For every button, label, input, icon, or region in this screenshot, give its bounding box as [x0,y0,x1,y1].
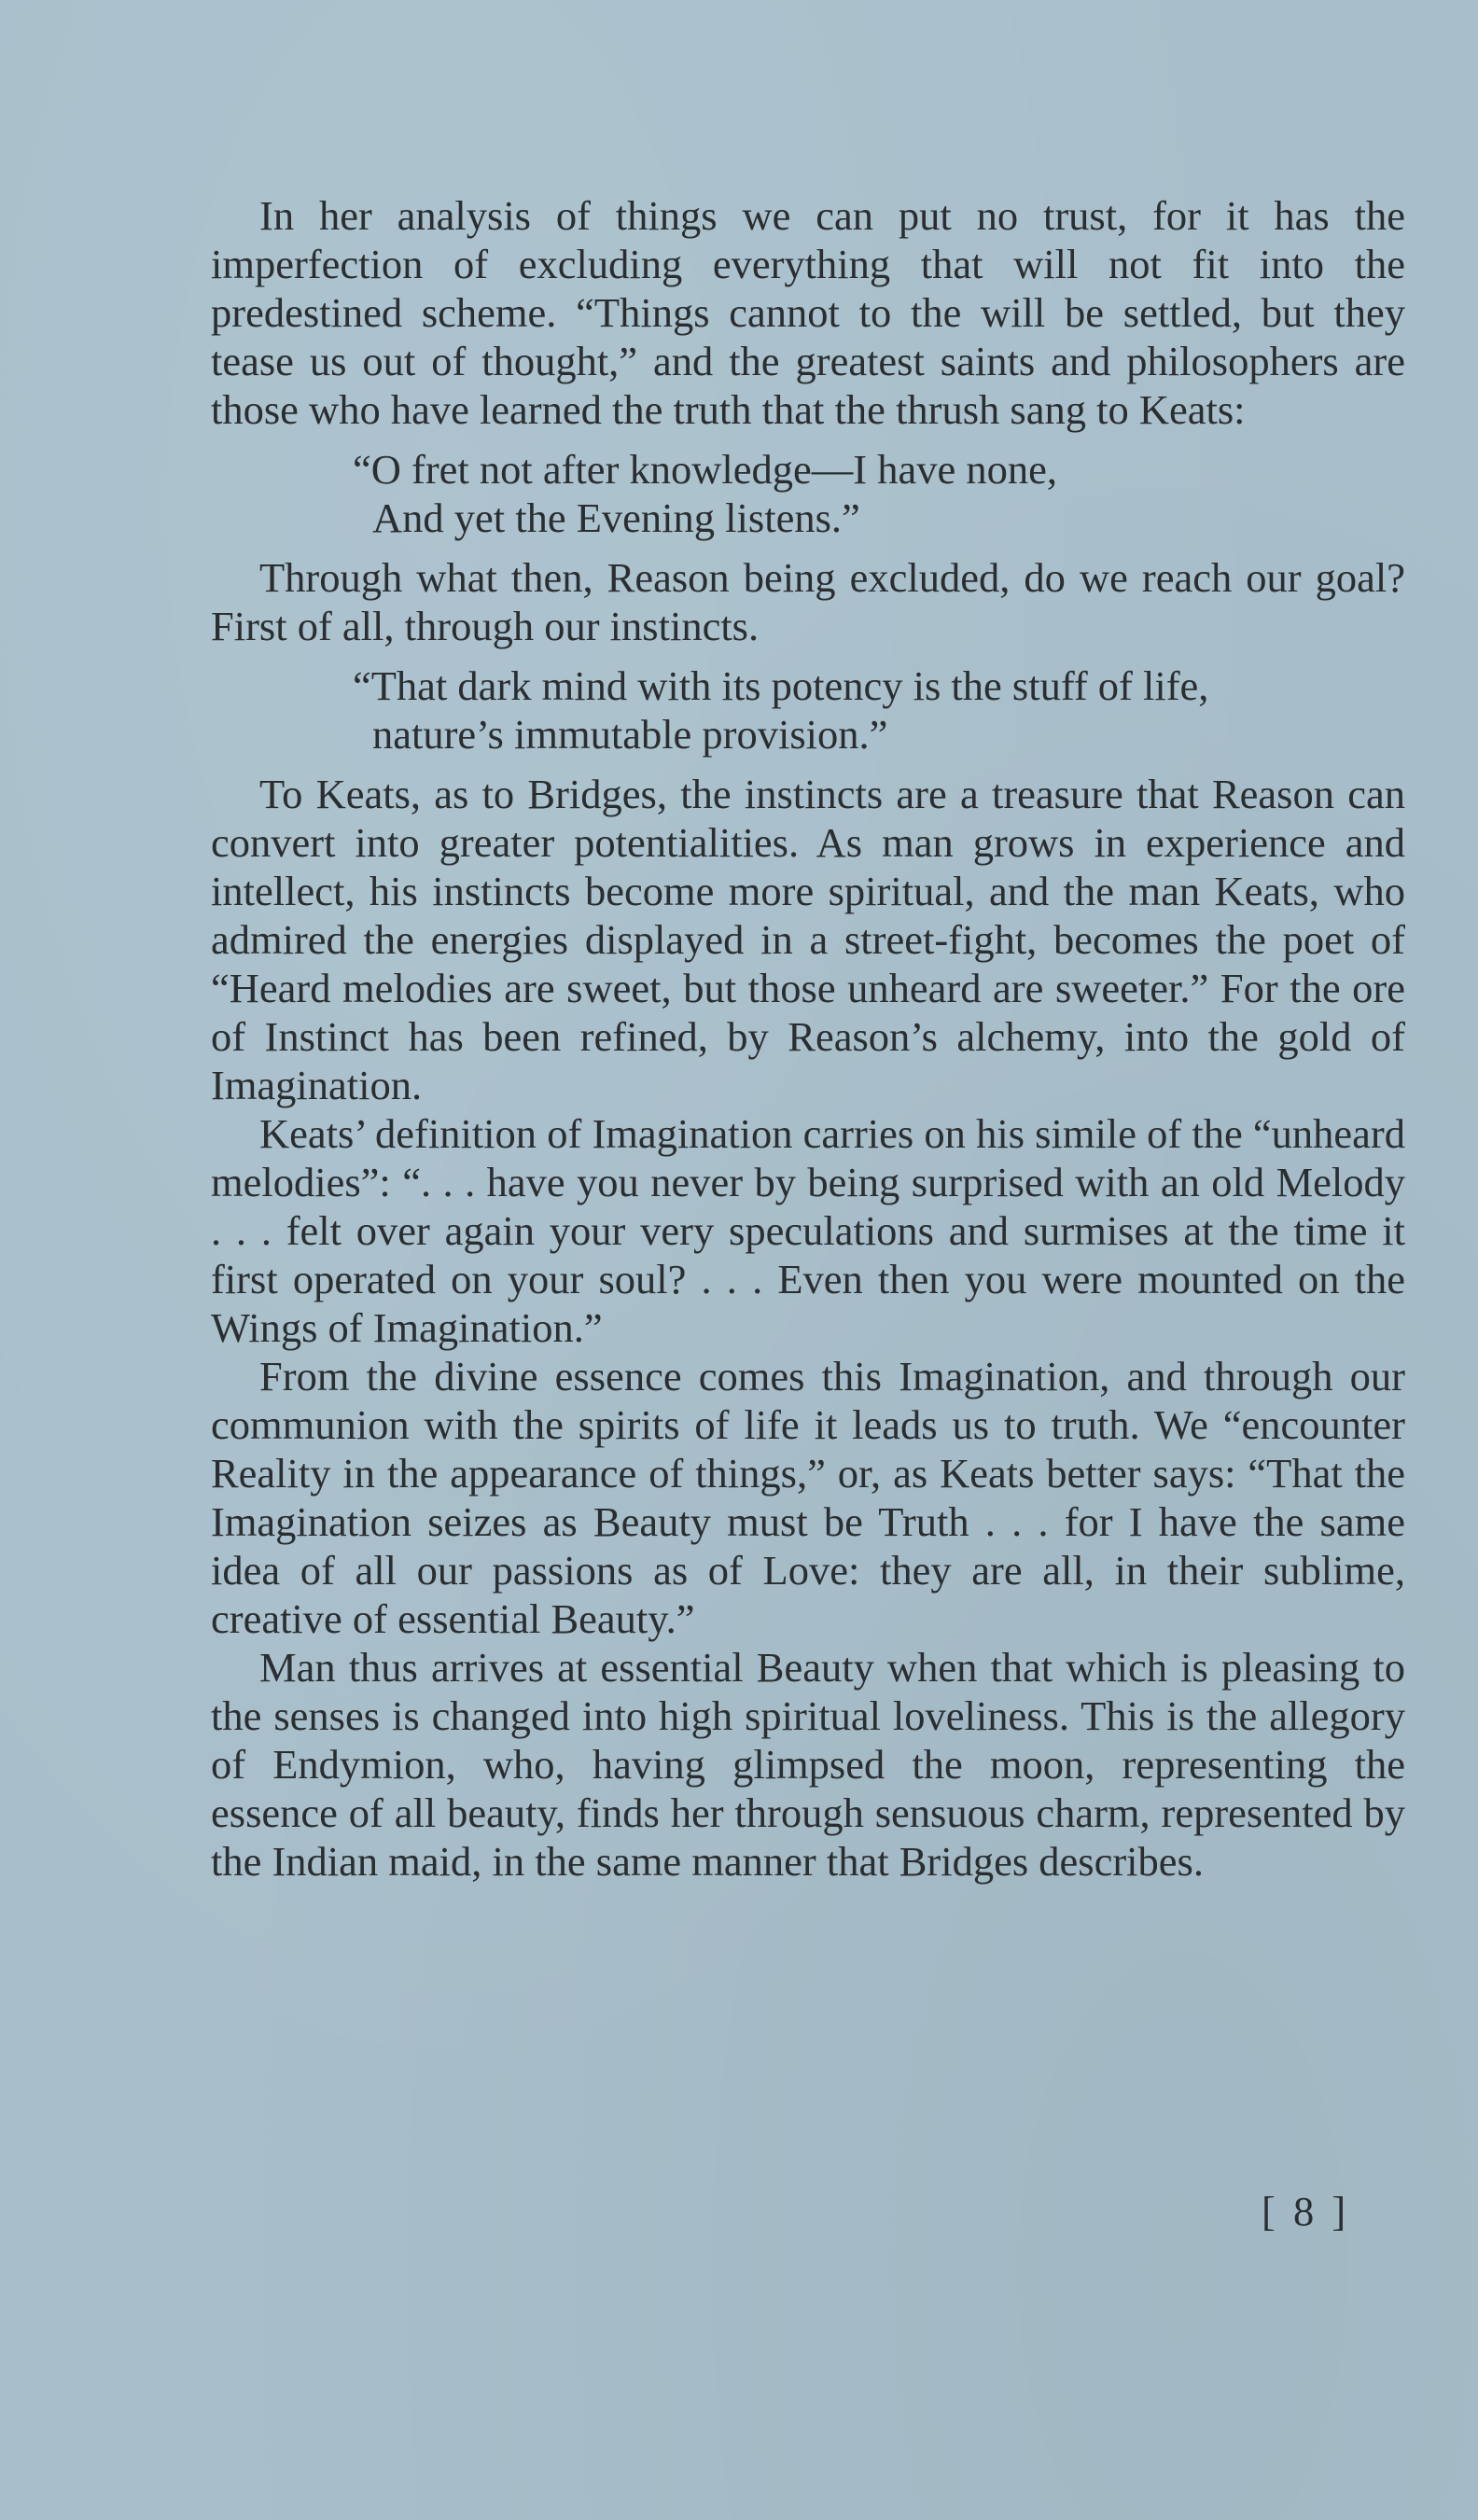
body-text [211,191,1405,1886]
page-number: [ 8 ] [1262,2188,1350,2235]
paragraph-6: Man thus arrives at essential Beauty when that which is pleasing to the senses is changed into high spiritual loveliness. This is the allegory of Endymion, who, having glimpsed the moon, representing the essence of all beauty, finds her through sensuous charm, represented by the Indian maid, in the same manner that Bridges describes. [211,1644,1405,1885]
paragraph-4: Keats’ definition of Imagination carries on his simile of the “unheard melodies”: “. . . have you never by being surprised with an old Melody . . . felt over again your very speculations and surmises at the time it first operated on your soul? . . . Even then you were mounted on the Wings of Imagination.” [211,1110,1405,1351]
verse-quote-1-line-1: “O fret not after knowledge—I have none, [353,446,1057,493]
paragraph-1: In her analysis of things we can put no trust, for it has the imperfection of excluding everything that will not fit into the predestined scheme. “Things cannot to the will be settled, but they tease us out of thought,” and the greatest saints and philosophers are those who have learned the truth that the thrush sang to Keats: [211,192,1405,433]
verse-quote-1-line-2: And yet the Evening listens.” [372,494,860,541]
verse-quote-2-line-2: nature’s immutable provision.” [372,711,888,758]
paragraph-5: From the divine essence comes this Imagination, and through our communion with the spirits of life it leads us to truth. We “encounter Reality in the appearance of things,” or, as Keats better says: “That the Imagination seizes as Beauty must be Truth . . . for I have the same idea of all our passions as of Love: they are all, in their sublime, creative of essential Beauty.” [211,1353,1405,1642]
paragraph-2: Through what then, Reason being excluded, do we reach our goal? First of all, through our instincts. [211,554,1405,649]
paragraph-3: To Keats, as to Bridges, the instincts are a treasure that Reason can convert into greater potentialities. As man grows in experience and intellect, his instincts become more spiritual, and the man Keats, who admired the energies displayed in a street-fight, becomes the poet of “Heard melodies are sweet, but those unheard are sweeter.” For the ore of Instinct has been refined, by Reason’s alchemy, into the gold of Imagination. [211,771,1405,1108]
verse-quote-2-line-1: “That dark mind with its potency is the stuff of life, [353,662,1209,709]
verse-quote-2 [211,661,1405,759]
verse-quote-1 [211,445,1405,542]
